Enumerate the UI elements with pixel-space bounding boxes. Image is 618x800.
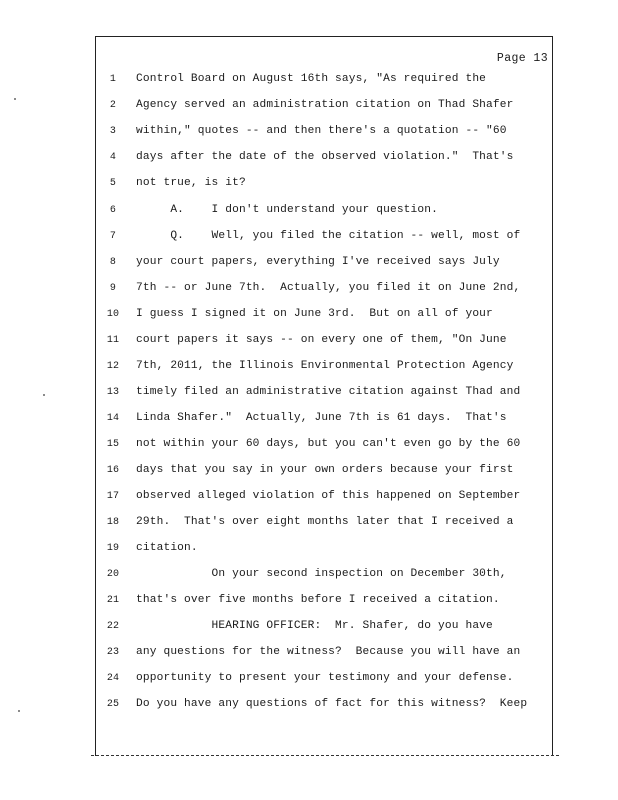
line-text: 7th, 2011, the Illinois Environmental Protection Agency xyxy=(136,360,514,372)
line-number: 4 xyxy=(109,152,117,163)
line-number: 22 xyxy=(106,621,120,632)
line-text: not within your 60 days, but you can't even go by the 60 xyxy=(136,438,521,450)
line-number: 6 xyxy=(109,205,117,216)
transcript-line xyxy=(0,334,618,352)
line-number: 25 xyxy=(106,699,120,710)
line-number: 14 xyxy=(106,413,120,424)
line-number: 16 xyxy=(106,465,120,476)
line-number: 1 xyxy=(109,74,117,85)
line-text: observed alleged violation of this happened on September xyxy=(136,490,521,502)
transcript-line xyxy=(0,672,618,690)
line-text: Agency served an administration citation on Thad Shafer xyxy=(136,99,514,111)
line-text: any questions for the witness? Because you will have an xyxy=(136,646,521,658)
line-text: Q. Well, you filed the citation -- well, most of xyxy=(136,230,521,242)
transcript-line xyxy=(0,282,618,300)
line-text: 7th -- or June 7th. Actually, you filed it on June 2nd, xyxy=(136,282,521,294)
transcript-line xyxy=(0,73,618,91)
line-text: I guess I signed it on June 3rd. But on all of your xyxy=(136,308,493,320)
line-text: A. I don't understand your question. xyxy=(136,204,438,216)
line-text: opportunity to present your testimony and your defense. xyxy=(136,672,514,684)
transcript-line xyxy=(0,386,618,404)
line-number: 15 xyxy=(106,439,120,450)
line-text: On your second inspection on December 30th, xyxy=(136,568,507,580)
line-number: 20 xyxy=(106,569,120,580)
line-text: that's over five months before I received a citation. xyxy=(136,594,500,606)
line-number: 9 xyxy=(109,283,117,294)
line-text: Linda Shafer." Actually, June 7th is 61 days. That's xyxy=(136,412,507,424)
line-text: HEARING OFFICER: Mr. Shafer, do you have xyxy=(136,620,493,632)
line-text: timely filed an administrative citation against Thad and xyxy=(136,386,521,398)
transcript-line xyxy=(0,490,618,508)
transcript-line xyxy=(0,594,618,612)
line-number: 12 xyxy=(106,361,120,372)
line-text: days after the date of the observed violation." That's xyxy=(136,151,514,163)
line-number: 7 xyxy=(109,231,117,242)
transcript-line xyxy=(0,542,618,560)
page-bottom-rule xyxy=(91,755,559,756)
transcript-line xyxy=(0,464,618,482)
line-text: within," quotes -- and then there's a quotation -- "60 xyxy=(136,125,507,137)
transcript-line xyxy=(0,99,618,117)
line-number: 8 xyxy=(109,257,117,268)
line-number: 3 xyxy=(109,126,117,137)
transcript-line xyxy=(0,438,618,456)
page-number: Page 13 xyxy=(496,52,548,65)
transcript-line xyxy=(0,646,618,664)
line-text: your court papers, everything I've received says July xyxy=(136,256,500,268)
line-number: 10 xyxy=(106,309,120,320)
transcript-line xyxy=(0,360,618,378)
line-number: 17 xyxy=(106,491,120,502)
line-number: 24 xyxy=(106,673,120,684)
transcript-line xyxy=(0,620,618,638)
line-number: 21 xyxy=(106,595,120,606)
line-number: 5 xyxy=(109,178,117,189)
line-number: 19 xyxy=(106,543,120,554)
line-text: citation. xyxy=(136,542,198,554)
transcript-line xyxy=(0,125,618,143)
transcript-line xyxy=(0,412,618,430)
transcript-line xyxy=(0,516,618,534)
transcript-line xyxy=(0,230,618,248)
line-text: Control Board on August 16th says, "As required the xyxy=(136,73,487,85)
line-number: 11 xyxy=(106,335,120,346)
line-number: 2 xyxy=(109,100,117,111)
line-text: Do you have any questions of fact for this witness? Keep xyxy=(136,698,528,710)
line-text: court papers it says -- on every one of them, "On June xyxy=(136,334,507,346)
line-text: 29th. That's over eight months later that I received a xyxy=(136,516,514,528)
transcript-line xyxy=(0,568,618,586)
line-text: not true, is it? xyxy=(136,177,246,189)
transcript-line xyxy=(0,308,618,326)
transcript-line xyxy=(0,256,618,274)
transcript-line xyxy=(0,177,618,195)
line-number: 23 xyxy=(106,647,120,658)
transcript-line xyxy=(0,151,618,169)
line-number: 18 xyxy=(106,517,120,528)
transcript-line xyxy=(0,698,618,716)
scan-speck xyxy=(14,98,16,100)
line-text: days that you say in your own orders because your first xyxy=(136,464,514,476)
line-number: 13 xyxy=(106,387,120,398)
scan-speck xyxy=(18,710,20,712)
scan-speck xyxy=(43,394,45,396)
transcript-line xyxy=(0,204,618,222)
